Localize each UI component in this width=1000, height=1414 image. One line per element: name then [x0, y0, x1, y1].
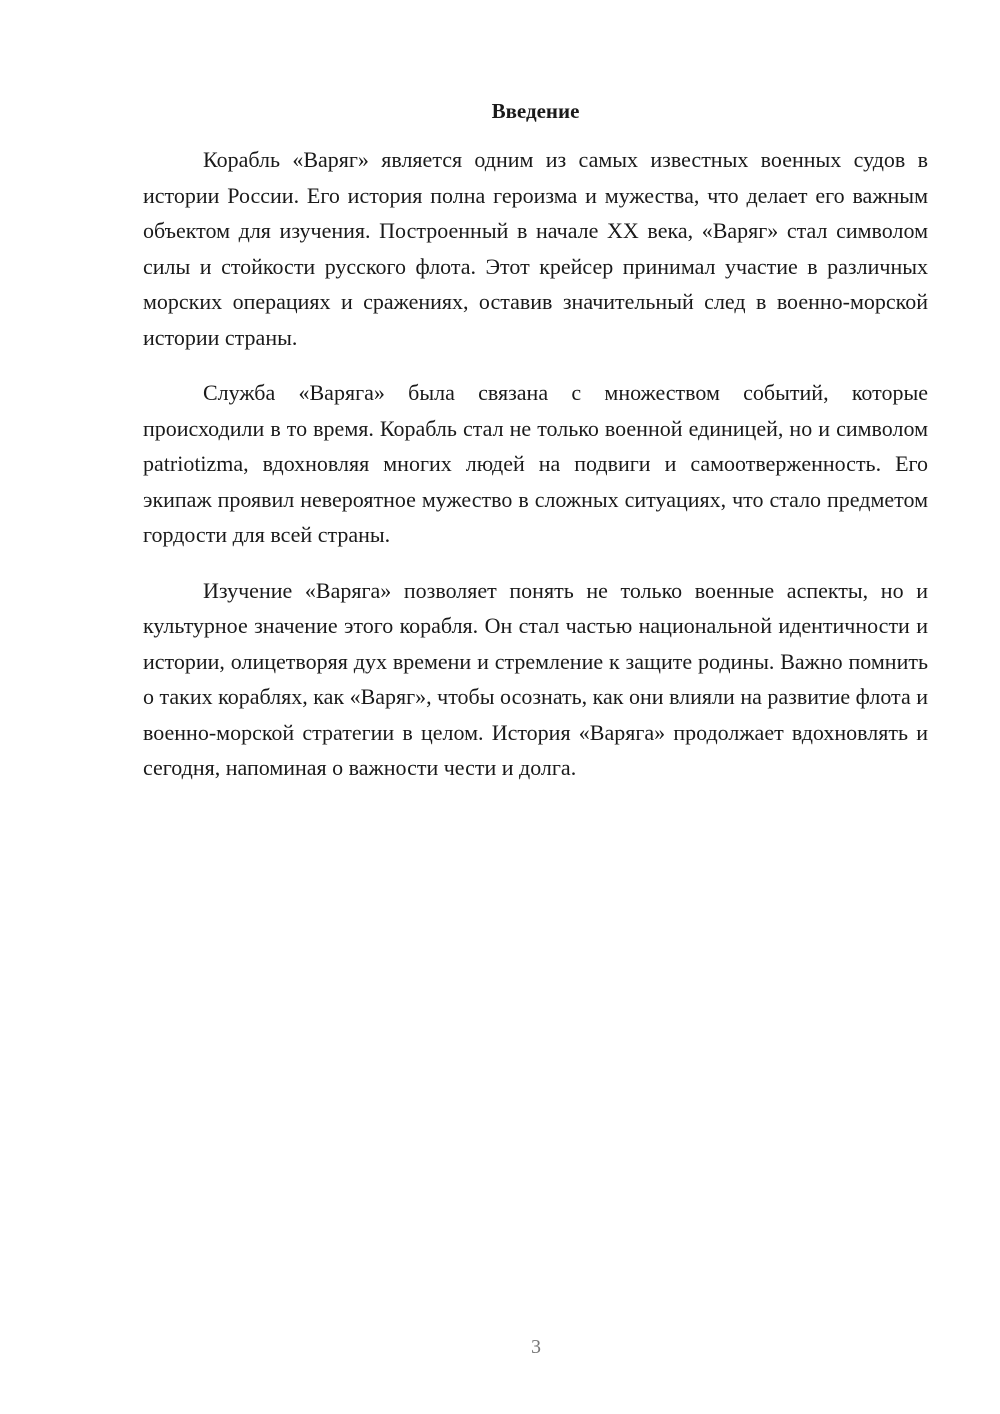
section-heading: Введение [491, 99, 580, 123]
page-content [143, 94, 928, 806]
paragraph-1: Корабль «Варяг» является одним из самых известных военных судов в истории России. Его история полна героизма и мужества, что делает его важным объектом для изучения. Построенный в начале XX века, «Варяг» стал символом силы и стойкости русского флота. Этот крейсер принимал участие в различных морских операциях и сражениях, оставив значительный след в военно-морской истории страны. [143, 147, 928, 350]
paragraph-3: Изучение «Варяга» позволяет понять не только военные аспекты, но и культурное значение этого корабля. Он стал частью национальной идентичности и истории, олицетворяя дух времени и стремление к защите родины. Важно помнить о таких кораблях, как «Варяг», чтобы осознать, как они влияли на развитие флота и военно-морской стратегии в целом. История «Варяга» продолжает вдохновлять и сегодня, напоминая о важности чести и долга. [143, 577, 928, 780]
page-number: 3 [531, 1336, 541, 1358]
paragraph-2: Служба «Варяга» была связана с множеством событий, которые происходили в то время. Корабль стал не только военной единицей, но и символом patriotizma, вдохновляя многих людей на подвиги и самоотверженность. Его экипаж проявил невероятное мужество в сложных ситуациях, что стало предметом гордости для всей страны. [143, 380, 928, 547]
